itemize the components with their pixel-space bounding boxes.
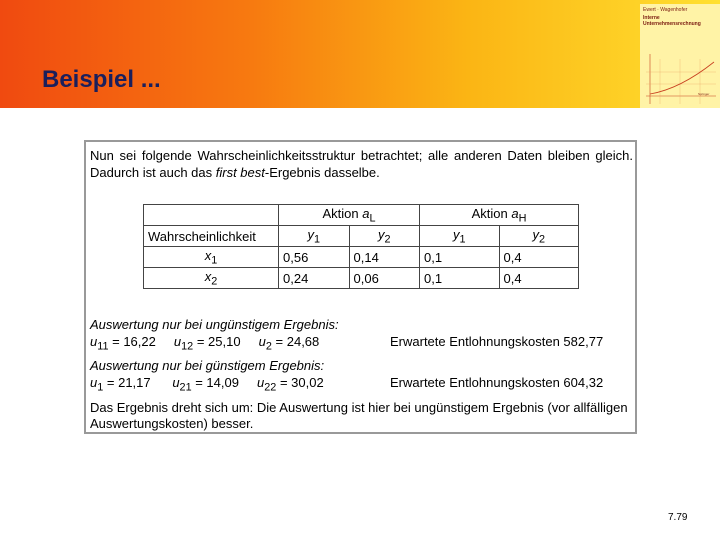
content-box xyxy=(84,140,637,434)
eval-good-heading: Auswertung nur bei günstigem Ergebnis: xyxy=(90,358,325,373)
header-y2-low: $y_2$ xyxy=(349,226,420,247)
table-cell: 0,4 xyxy=(499,268,579,289)
header-y1-high: $y_1$ xyxy=(420,226,500,247)
table-cell: 0,1 xyxy=(420,268,500,289)
table-cell: 0,1 xyxy=(420,247,500,268)
header-y1-low: $y_1$ xyxy=(279,226,350,247)
page-number: 7.79 xyxy=(668,512,688,523)
header-y2-high: $y_2$ xyxy=(499,226,579,247)
probability-label: Wahrscheinlichkeit xyxy=(144,226,279,247)
eval-bad-heading: Auswertung nur bei ungünstigem Ergebnis: xyxy=(90,317,339,332)
table-header-row-2 xyxy=(144,226,579,247)
book-title-line2: Unternehmensrechnung xyxy=(643,21,701,27)
table-cell: 0,4 xyxy=(499,247,579,268)
intro-italic: first best xyxy=(215,165,265,180)
table-cell: 0,24 xyxy=(279,268,350,289)
eval-bad-cost: Erwartete Entlohnungskosten 582,77 xyxy=(390,334,604,349)
table-cell: 0,06 xyxy=(349,268,420,289)
probability-table xyxy=(143,204,579,289)
row-label-x1: $x_1$ xyxy=(144,247,279,268)
eval-good-values: $u_1 = 21,17$ $u_{21} = 14,09$ $u_{22} = 30,02$ xyxy=(90,375,324,394)
intro-text-1: Nun sei folgende Wahrscheinlichkeitsstruktur betrachtet; alle anderen Daten bleiben gleich. Dadurch ist auch das xyxy=(90,148,633,180)
intro-paragraph xyxy=(90,147,633,181)
table-header-row-1 xyxy=(144,205,579,226)
conclusion-paragraph: Das Ergebnis dreht sich um: Die Auswertung ist hier bei ungünstigem Ergebnis (vor allfälligen Auswertungskosten) besser. xyxy=(90,400,628,431)
book-cover-thumbnail xyxy=(640,4,720,108)
intro-text-2: -Ergebnis dasselbe. xyxy=(264,165,380,180)
table-row xyxy=(144,268,579,289)
book-publisher: Springer xyxy=(698,92,710,96)
table-cell: 0,56 xyxy=(279,247,350,268)
action-low-header: Aktion $a_L$ xyxy=(279,205,420,226)
header-banner xyxy=(0,0,720,108)
eval-good-cost: Erwartete Entlohnungskosten 604,32 xyxy=(390,375,604,390)
page-title: Beispiel ... xyxy=(42,66,161,93)
row-label-x2: $x_2$ xyxy=(144,268,279,289)
table-cell: 0,14 xyxy=(349,247,420,268)
action-high-header: Aktion $a_H$ xyxy=(420,205,579,226)
table-row xyxy=(144,247,579,268)
eval-bad-values: $u_{11} = 16,22$ $u_{12} = 25,10$ $u_2 = 24,68$ xyxy=(90,334,320,353)
book-authors: Ewert · Wagenhofer xyxy=(643,7,688,13)
empty-corner-cell xyxy=(144,205,279,226)
book-title-line1: Interne xyxy=(643,15,660,21)
